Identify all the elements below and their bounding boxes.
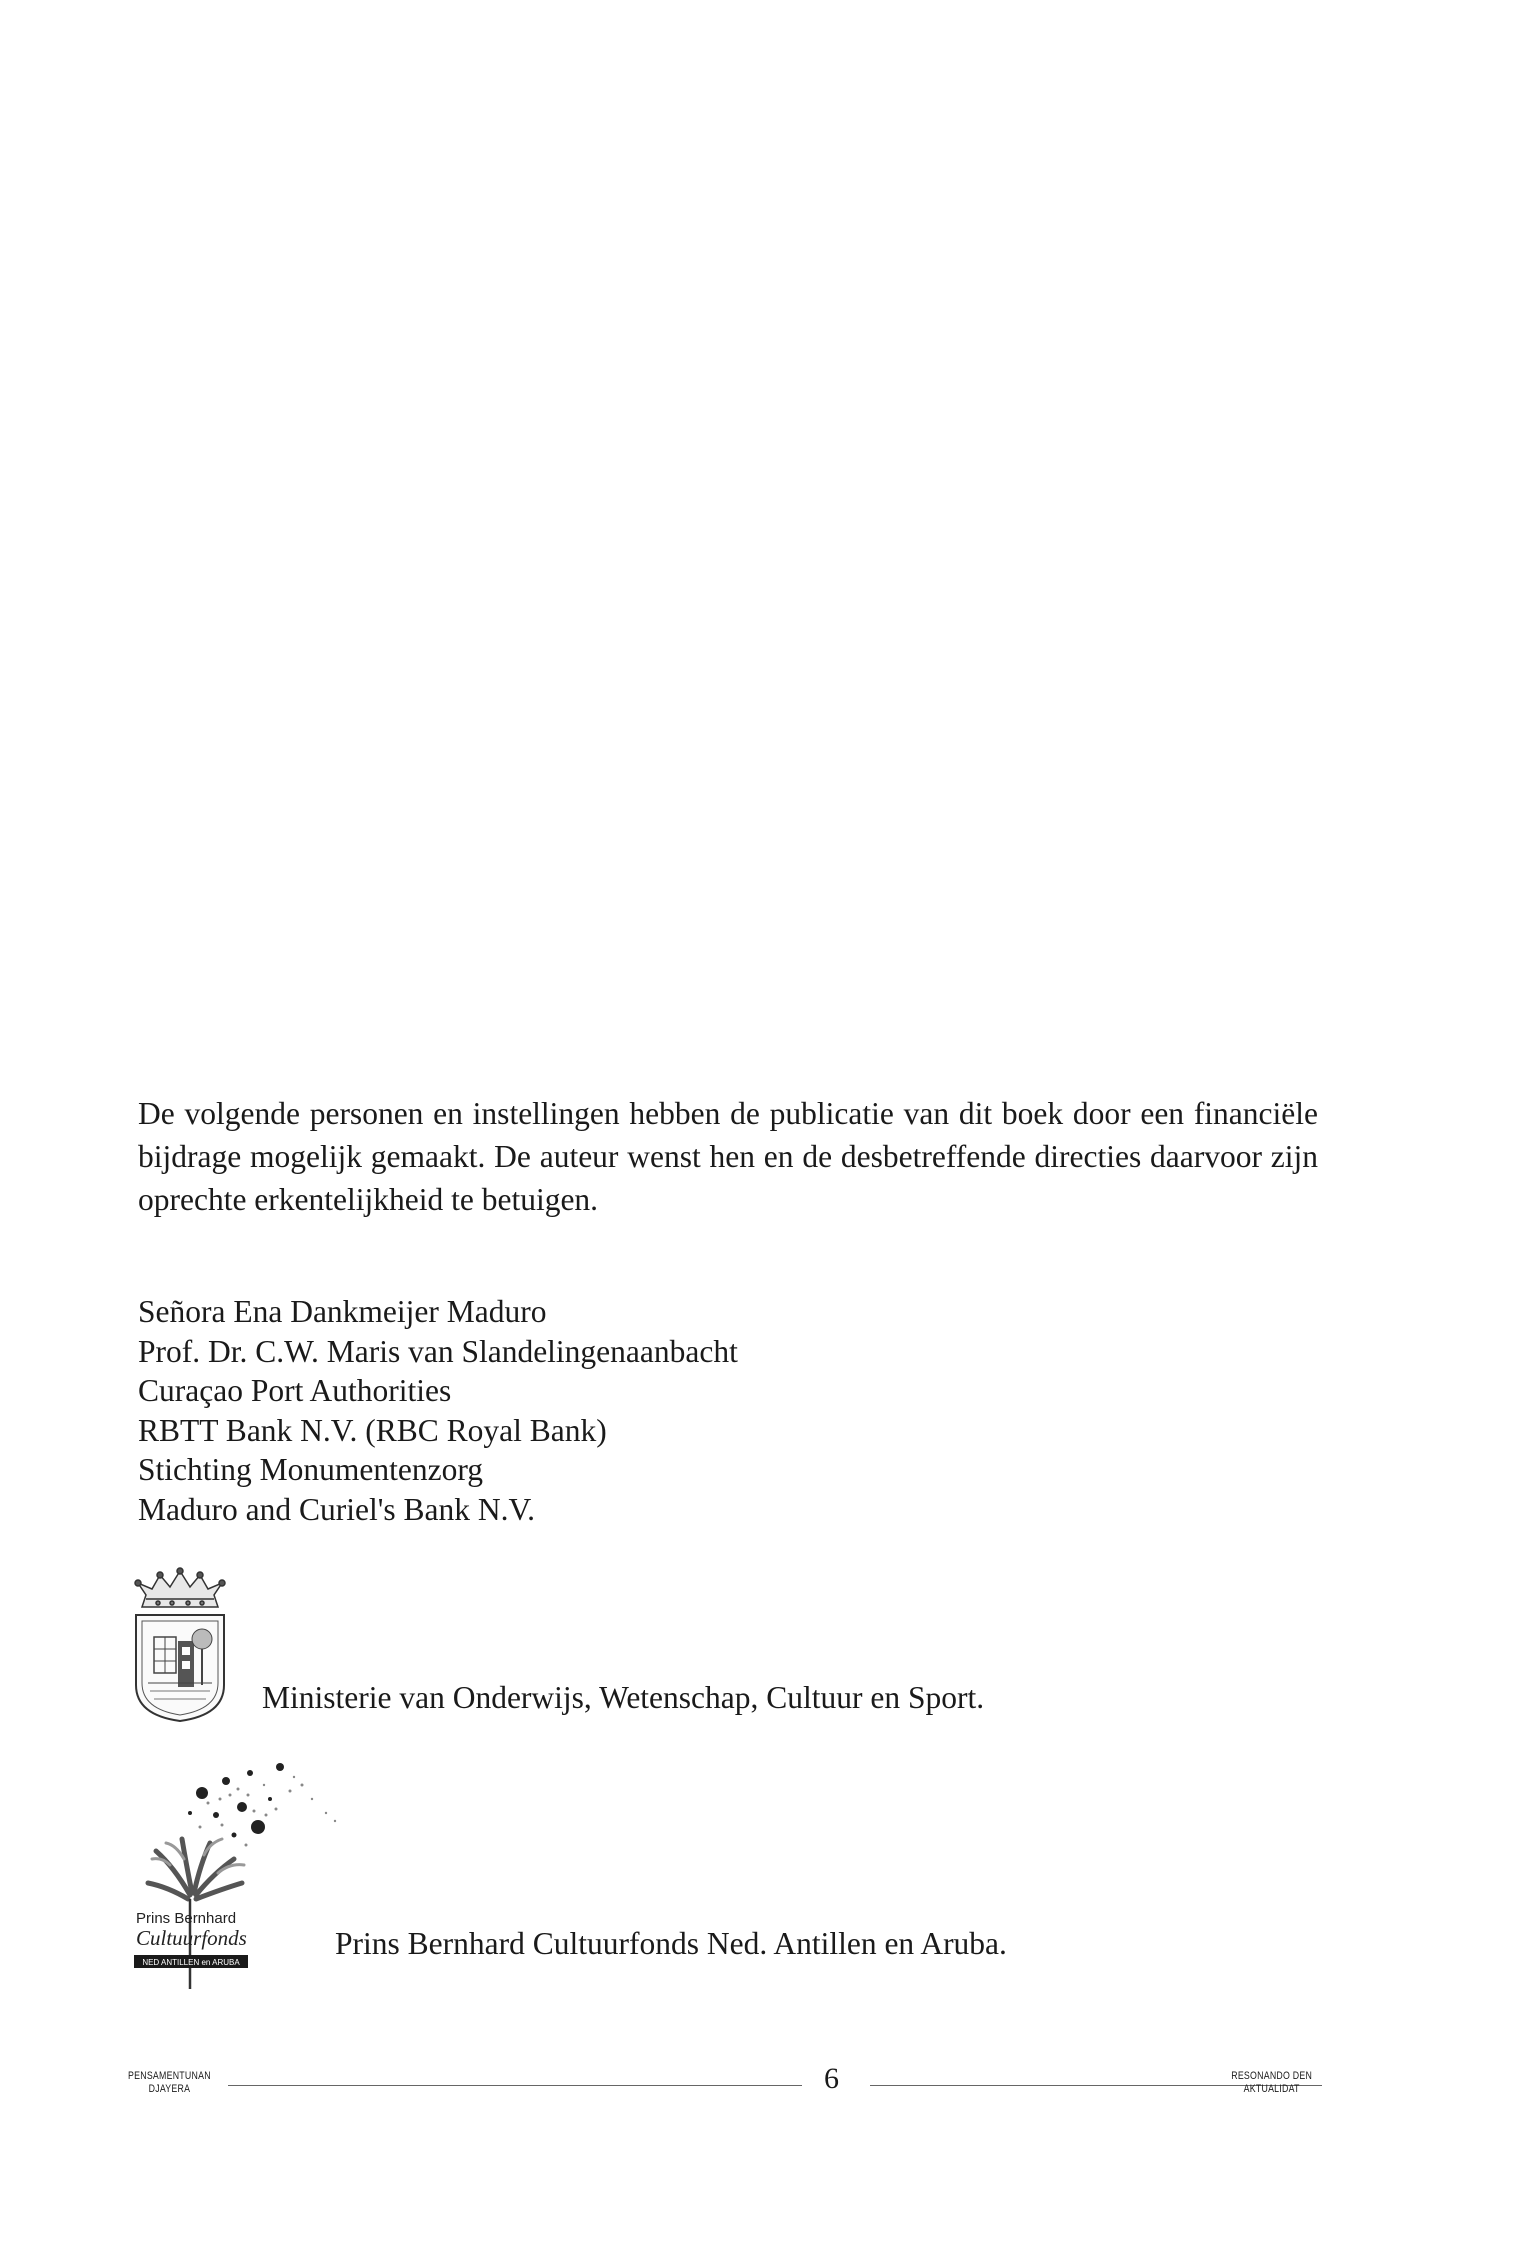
footer-right-line: AKTUALIDAT — [1243, 2083, 1300, 2095]
sponsor-item: Stichting Monumentenzorg — [138, 1452, 484, 1487]
footer-book-title-right — [1231, 2070, 1312, 2096]
sponsor-list — [138, 1292, 738, 1529]
ministry-name: Ministerie van Onderwijs, Wetenschap, Cultuur en Sport. — [262, 1680, 985, 1715]
sponsor-item: Maduro and Curiel's Bank N.V. — [138, 1491, 536, 1527]
logo-text-line3: NED ANTILLEN en ARUBA — [142, 1958, 240, 1967]
logo-text-line1: Prins Bernhard — [136, 1910, 237, 1927]
page-footer — [128, 2062, 1312, 2106]
logo-text-line2: Cultuurfonds — [136, 1926, 247, 1950]
footer-left-line: DJAYERA — [148, 2083, 191, 2095]
footer-rule — [228, 2085, 802, 2086]
coat-of-arms-icon — [128, 1565, 232, 1725]
sponsor-item: RBTT Bank N.V. (RBC Royal Bank) — [138, 1412, 607, 1448]
footer-right-line: RESONANDO DEN — [1231, 2070, 1312, 2082]
page-number: 6 — [824, 2062, 839, 2095]
sponsor-item: Prof. Dr. C.W. Maris van Slandelingenaanbacht — [138, 1333, 738, 1369]
intro-paragraph: De volgende personen en instellingen hebben de publicatie van dit boek door een financiële bijdrage mogelijk gemaakt. De auteur wenst hen en de desbetreffende directies daarvoor zijn oprechte erkentelijkheid te betuigen. — [138, 1096, 1318, 1217]
sponsor-item: Señora Ena Dankmeijer Maduro — [138, 1294, 547, 1329]
sponsor-item: Curaçao Port Authorities — [138, 1373, 452, 1408]
footer-book-title-left — [128, 2070, 211, 2096]
cultuurfonds-name: Prins Bernhard Cultuurfonds Ned. Antillen en Aruba. — [335, 1926, 1007, 1961]
footer-left-line: PENSAMENTUNAN — [128, 2070, 211, 2082]
